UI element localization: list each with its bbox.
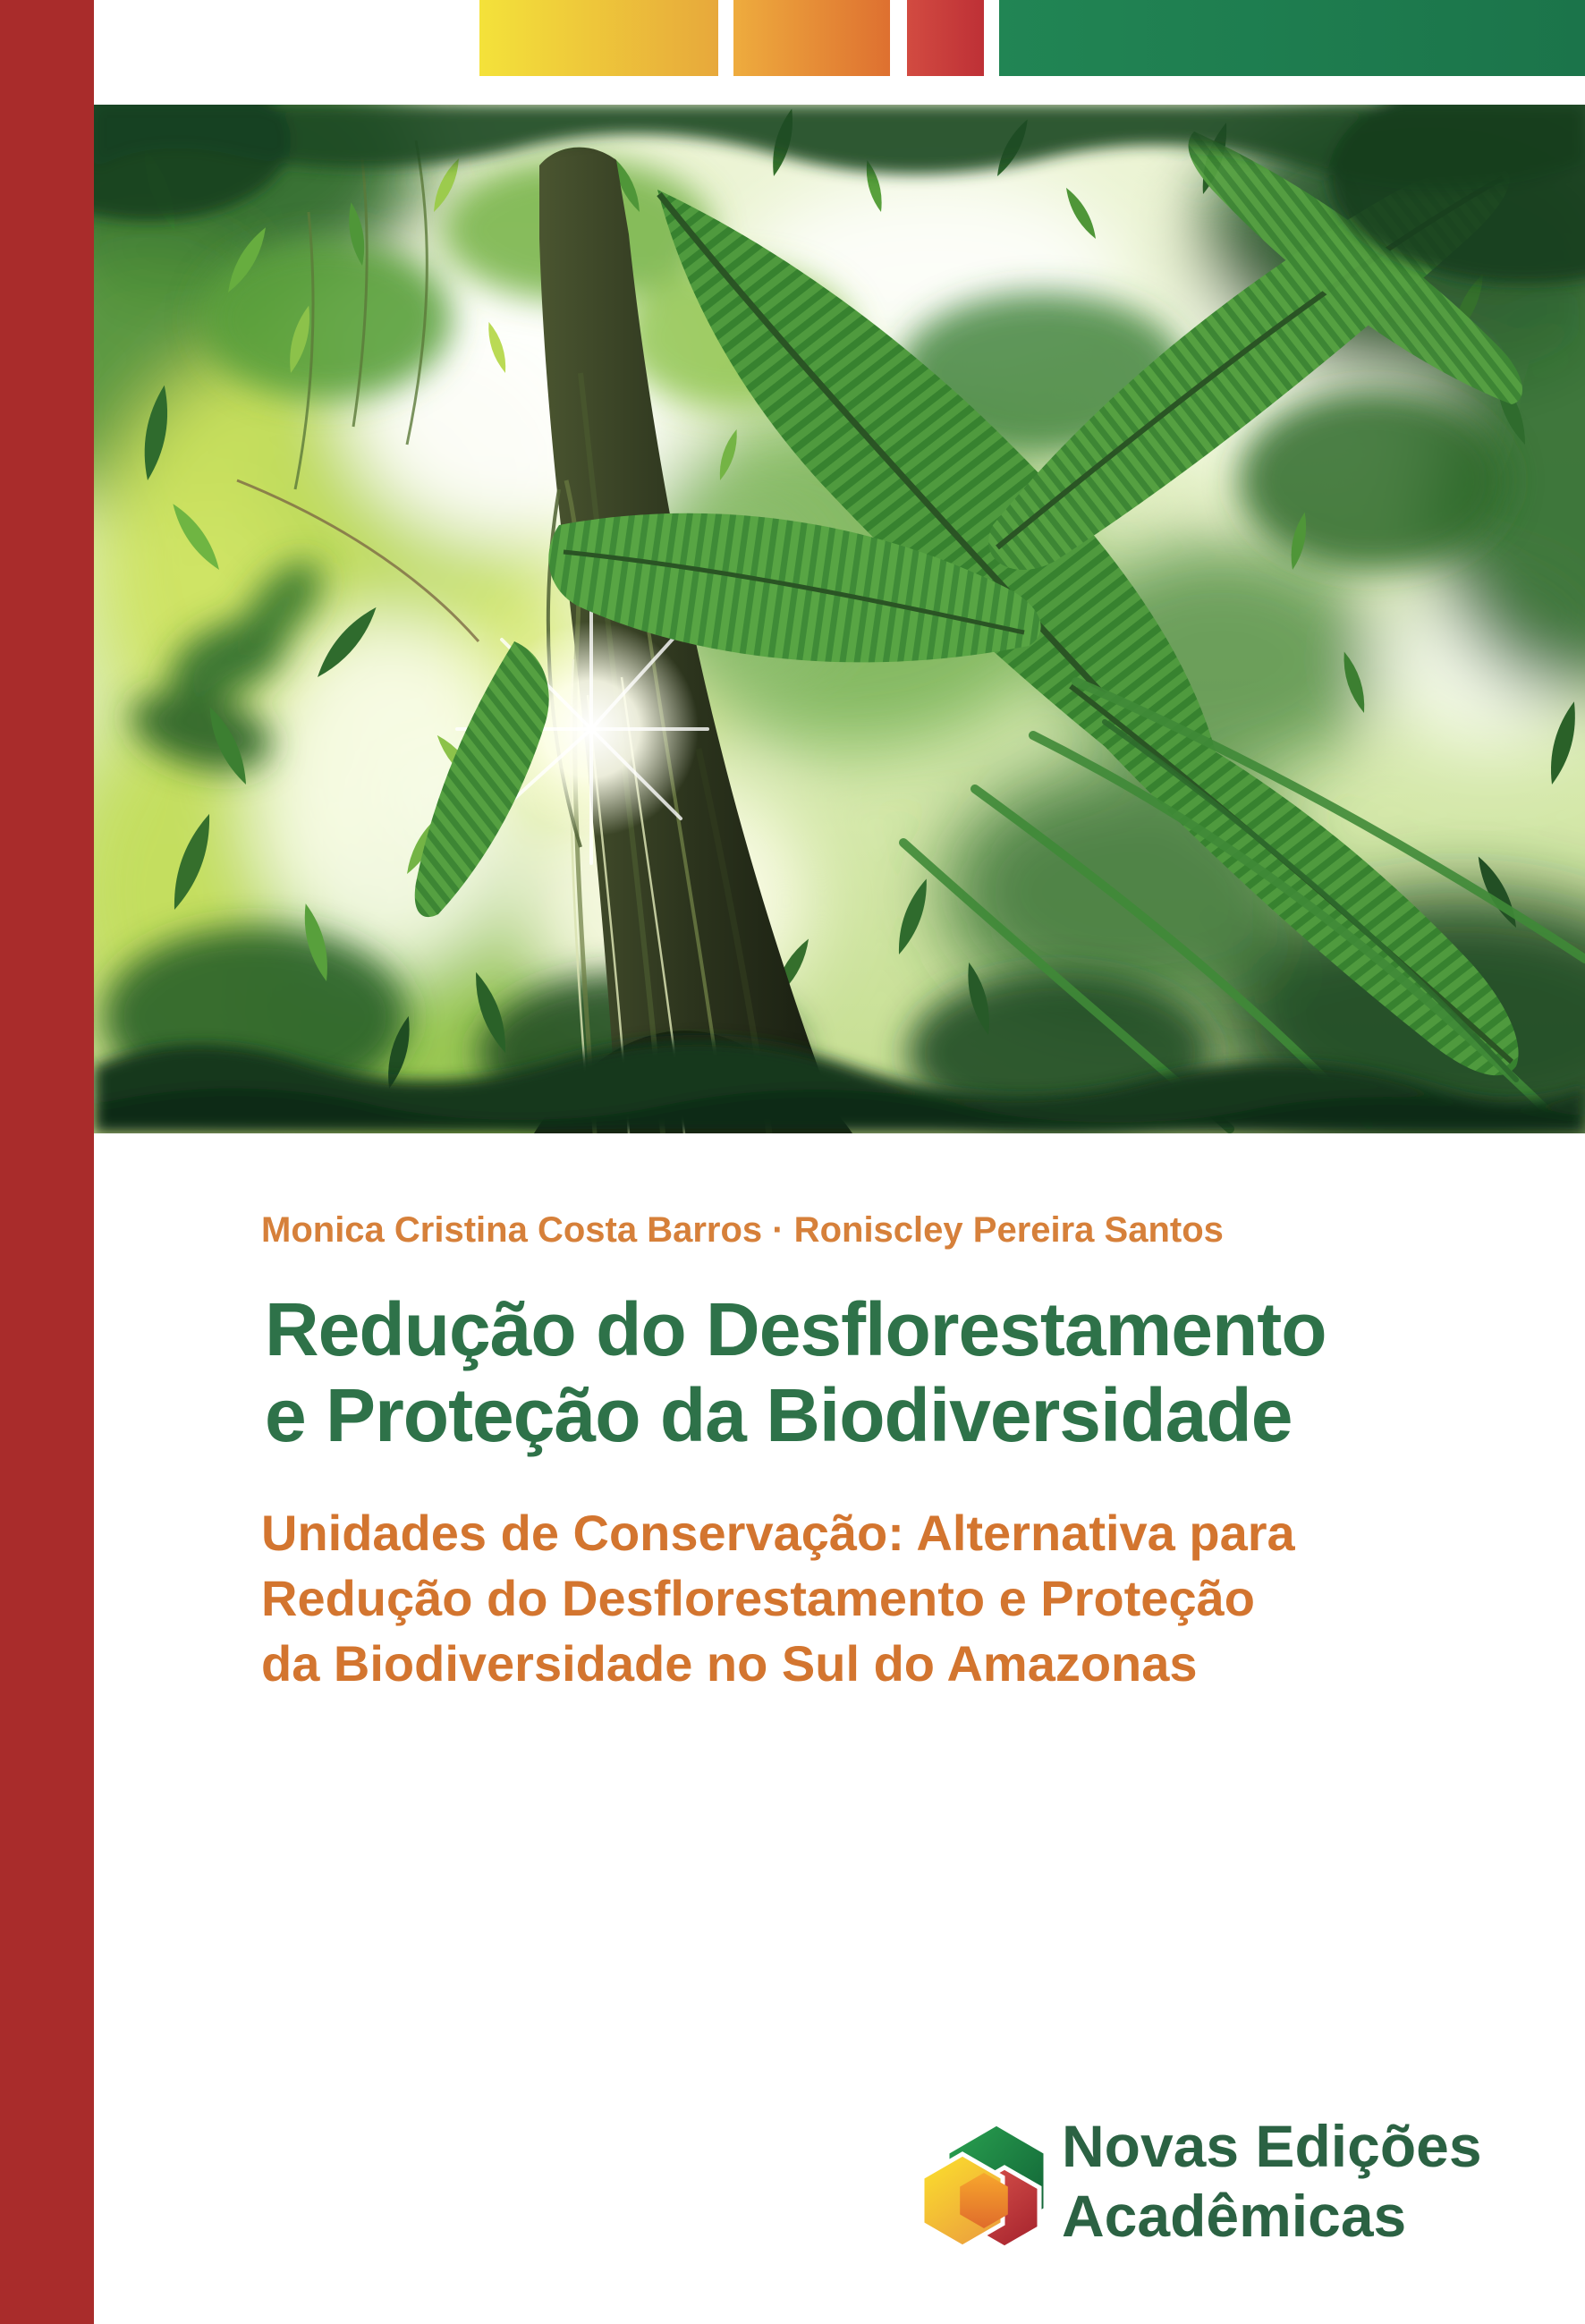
- publisher-name: [1062, 2111, 1563, 2251]
- subtitle-line-3: da Biodiversidade no Sul do Amazonas: [261, 1635, 1198, 1692]
- top-bar-orange: [733, 0, 890, 76]
- book-subtitle: [261, 1500, 1531, 1696]
- subtitle-line-1: Unidades de Conservação: Alternativa para: [261, 1505, 1295, 1561]
- subtitle-line-2: Redução do Desflorestamento e Proteção: [261, 1570, 1255, 1626]
- hexagons-logo-icon: [918, 2116, 1052, 2251]
- top-bar-yellow: [479, 0, 718, 76]
- publisher-name-line-1: Novas Edições: [1062, 2113, 1482, 2179]
- authors-line: Monica Cristina Costa Barros · Roniscley Pereira Santos: [261, 1210, 1224, 1250]
- publisher-name-line-2: Acadêmicas: [1062, 2183, 1407, 2249]
- title-line-1: Redução do Desflorestamento: [265, 1287, 1326, 1371]
- spine-stripe: [0, 0, 94, 2324]
- top-bar-red: [907, 0, 984, 76]
- publisher-logo: [918, 2116, 1052, 2251]
- rainforest-photo: [94, 105, 1585, 1133]
- title-line-2: e Proteção da Biodiversidade: [265, 1373, 1293, 1457]
- book-title: [265, 1286, 1517, 1458]
- top-bar-green: [999, 0, 1585, 76]
